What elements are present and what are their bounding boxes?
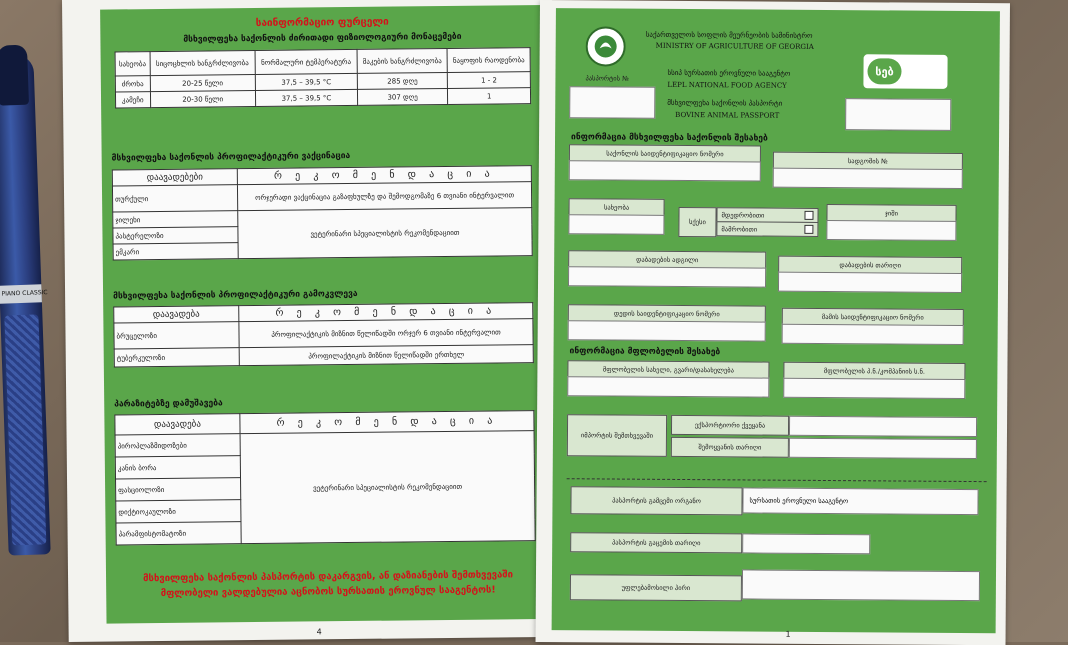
table-cell: ფასციოლოზი — [116, 478, 241, 501]
physio-col-lifespan: სიცოცხლის ხანგრძლივობა — [150, 50, 256, 75]
table-cell: პასტერელოზი — [113, 227, 238, 244]
table-cell: პროფილაქტიკის მიზნით წელიწადში ერთხელ — [239, 345, 533, 366]
physio-heading: მსხვილფეხა საქონლის ძირითადი ფიზიოლოგიური მონაცემები — [183, 31, 462, 45]
breed-label: ჯიში — [826, 204, 956, 223]
sex-option-male[interactable] — [716, 221, 818, 237]
ministry-emblem-icon — [586, 26, 626, 66]
table-cell: 20-25 წელი — [150, 74, 255, 91]
animal-info-heading: ინფორმაცია მსხვილფეხა საქონლის შესახებ — [571, 132, 768, 144]
passport-panel — [552, 8, 1000, 633]
survey-table — [113, 302, 534, 367]
species-field[interactable] — [568, 214, 664, 235]
table-cell: 37,5 – 39,5 °C — [255, 89, 357, 106]
table-cell: თურქული — [112, 185, 237, 212]
ministry-title-ka: საქართველოს სოფლის მეურნეობის სამინისტრო — [645, 30, 813, 40]
pen-grip — [4, 314, 46, 545]
agency-logo — [863, 54, 947, 89]
vaccination-table — [112, 165, 533, 260]
agency-logo-mark: სებ — [867, 58, 901, 84]
divider — [567, 478, 987, 482]
passport-title-ka: მსხვილფეხა საქონლის პასპორტი — [667, 98, 783, 108]
owner-id-label: მფლობელის პ.ნ./კომპანიის ს.ნ. — [783, 362, 965, 381]
physio-col-species: სახეობა — [115, 52, 150, 76]
parasites-heading: პარაზიტებზე დამუშავება — [114, 398, 223, 410]
passport-no-label: პასპორტის № — [585, 74, 629, 83]
agency-title-ka: სსიპ სურსათის ეროვნული სააგენტო — [667, 68, 791, 78]
sheet-title: საინფორმაციო ფურცელი — [255, 16, 389, 29]
sex-option-label: მამრობითი — [721, 224, 758, 234]
page-number: 1 — [785, 629, 791, 639]
table-cell: ტუბერკულოზი — [114, 348, 239, 367]
passport-number-field[interactable] — [845, 98, 951, 131]
table-cell: პიროპლაზმიდოზები — [115, 434, 240, 457]
birth-date-field[interactable] — [778, 272, 962, 293]
sex-option-label: მდედრობითი — [721, 210, 765, 220]
birth-place-label: დაბადების ადგილი — [568, 250, 766, 269]
issue-date-field[interactable] — [742, 533, 870, 554]
vaccination-col-recommendation: რ ე კ ო მ ე ნ დ ა ც ი ა — [237, 166, 531, 185]
sex-label: სქესი — [678, 207, 716, 237]
loss-warning: მსხვილფეხა საქონლის პასპორტის დაკარგვის, ან დაზიანების შემთხვევაში მფლობელი ვალდებულია აცნობოს სურსათის ეროვნულ სააგენტოს! — [143, 569, 514, 599]
import-date-label: შემოყვანის თარიღი — [671, 437, 789, 458]
issue-date-label: პასპორტის გაცემის თარიღი — [570, 532, 742, 553]
responsible-label: უფლებამოსილი პირი — [570, 574, 742, 601]
mother-id-label: დედის საიდენტიფიკაციო ნომერი — [568, 304, 766, 323]
table-cell: 37,5 – 39,5 °C — [255, 73, 357, 90]
table-cell: 1 — [448, 88, 531, 105]
table-cell: დიქტიოკაულოზი — [116, 500, 241, 523]
info-sheet-page — [62, 0, 559, 642]
vaccination-heading: მსხვილფეხა საქონლის პროფილაქტიკური ვაქცინაცია — [111, 150, 351, 164]
survey-col-recommendation: რ ე კ ო მ ე ნ დ ა ც ი ა — [239, 303, 533, 322]
physio-col-gestation: მაკების ხანგრძლივობა — [357, 48, 448, 73]
table-cell: პარამფისტომატოზი — [116, 522, 241, 545]
table-cell: ვეტერინარი სპეციალისტის რეკომენდაციით — [238, 208, 532, 259]
pen-cap — [0, 45, 29, 106]
table-cell: კანის ბორა — [115, 456, 240, 479]
survey-col-disease: დაავადება — [114, 306, 239, 323]
checkbox-icon[interactable] — [804, 211, 813, 220]
father-id-label: მამის საიდენტიფიკაციო ნომერი — [782, 308, 964, 327]
birth-date-label: დაბადების თარიღი — [778, 256, 962, 275]
passport-no-field[interactable] — [569, 86, 655, 119]
herd-no-label: სადგომის № — [773, 152, 963, 171]
owner-info-heading: ინფორმაცია მფლობელის შესახებ — [569, 346, 721, 358]
parasites-table — [114, 410, 535, 545]
table-cell: პროფილაქტიკის მიზნით წელიწადში ორჯერ 6 თვიანი ინტერვალით — [239, 319, 533, 348]
export-country-label: ექსპორტიორი ქვეყანა — [671, 415, 789, 436]
owner-id-field[interactable] — [783, 378, 965, 399]
birth-place-field[interactable] — [568, 266, 766, 287]
physio-col-temp: ნორმალური ტემპერატურა — [255, 49, 357, 74]
owner-name-label: მფლობელის სახელი, გვარი/დასახელება — [567, 360, 769, 379]
passport-page — [536, 0, 1010, 645]
physio-col-offspring: ნაყოფის რაოდენობა — [447, 48, 530, 73]
table-cell: ჯილეხი — [113, 211, 238, 228]
physio-table — [115, 47, 532, 108]
table-cell: ძროხა — [115, 76, 150, 92]
vaccination-col-disease: დაავადებები — [112, 169, 237, 186]
parasites-col-disease: დაავადება — [115, 414, 240, 435]
import-date-field[interactable] — [789, 438, 977, 459]
table-cell: ორჯერადი ვაქცინაცია გაზაფხულზე და შემოდგომაზე 6 თვიანი ინტერვალით — [237, 182, 531, 211]
info-sheet-panel — [100, 5, 550, 624]
table-cell: 20-30 წელი — [150, 90, 255, 107]
herd-no-field[interactable] — [773, 168, 963, 189]
parasites-col-recommendation: რ ე კ ო მ ე ნ დ ა ც ი ა — [240, 411, 534, 434]
owner-name-field[interactable] — [567, 376, 769, 397]
page-number: 4 — [316, 627, 322, 637]
issuer-label: პასპორტის გამცემი ორგანო — [570, 486, 742, 515]
agency-title-en: LEPL NATIONAL FOOD AGENCY — [667, 80, 787, 90]
id-number-label: საქონლის საიდენტიფიკაციო ნომერი — [569, 144, 761, 163]
table-cell: კამეჩი — [115, 92, 150, 108]
import-case-label: იმპორტის შემთხვევაში — [567, 414, 667, 457]
survey-heading: მსხვილფეხა საქონლის პროფილაქტიკური გამოკვლევა — [113, 288, 358, 302]
father-id-field[interactable] — [782, 324, 964, 345]
pen-brand: PIANO CLASSIC — [1, 289, 48, 298]
ministry-title-en: MINISTRY OF AGRICULTURE OF GEORGIA — [655, 41, 814, 51]
table-cell: ბრუცელოზი — [114, 322, 239, 349]
table-cell: ემკარი — [113, 243, 238, 260]
responsible-field[interactable] — [742, 569, 980, 601]
id-number-field[interactable] — [569, 160, 761, 181]
table-cell: 307 დღე — [357, 88, 448, 105]
species-label: სახეობა — [568, 198, 664, 217]
mother-id-field[interactable] — [568, 320, 766, 341]
breed-field[interactable] — [826, 220, 956, 241]
passport-title-en: BOVINE ANIMAL PASSPORT — [675, 110, 780, 120]
table-cell: ვეტერინარი სპეციალისტის რეკომენდაციით — [240, 431, 535, 544]
table-cell: 1 - 2 — [448, 72, 531, 89]
table-cell: 285 დღე — [357, 72, 448, 89]
checkbox-icon[interactable] — [804, 225, 813, 234]
issuer-field[interactable]: სურსათის ეროვნული სააგენტო — [742, 487, 978, 515]
export-country-field[interactable] — [789, 416, 977, 437]
